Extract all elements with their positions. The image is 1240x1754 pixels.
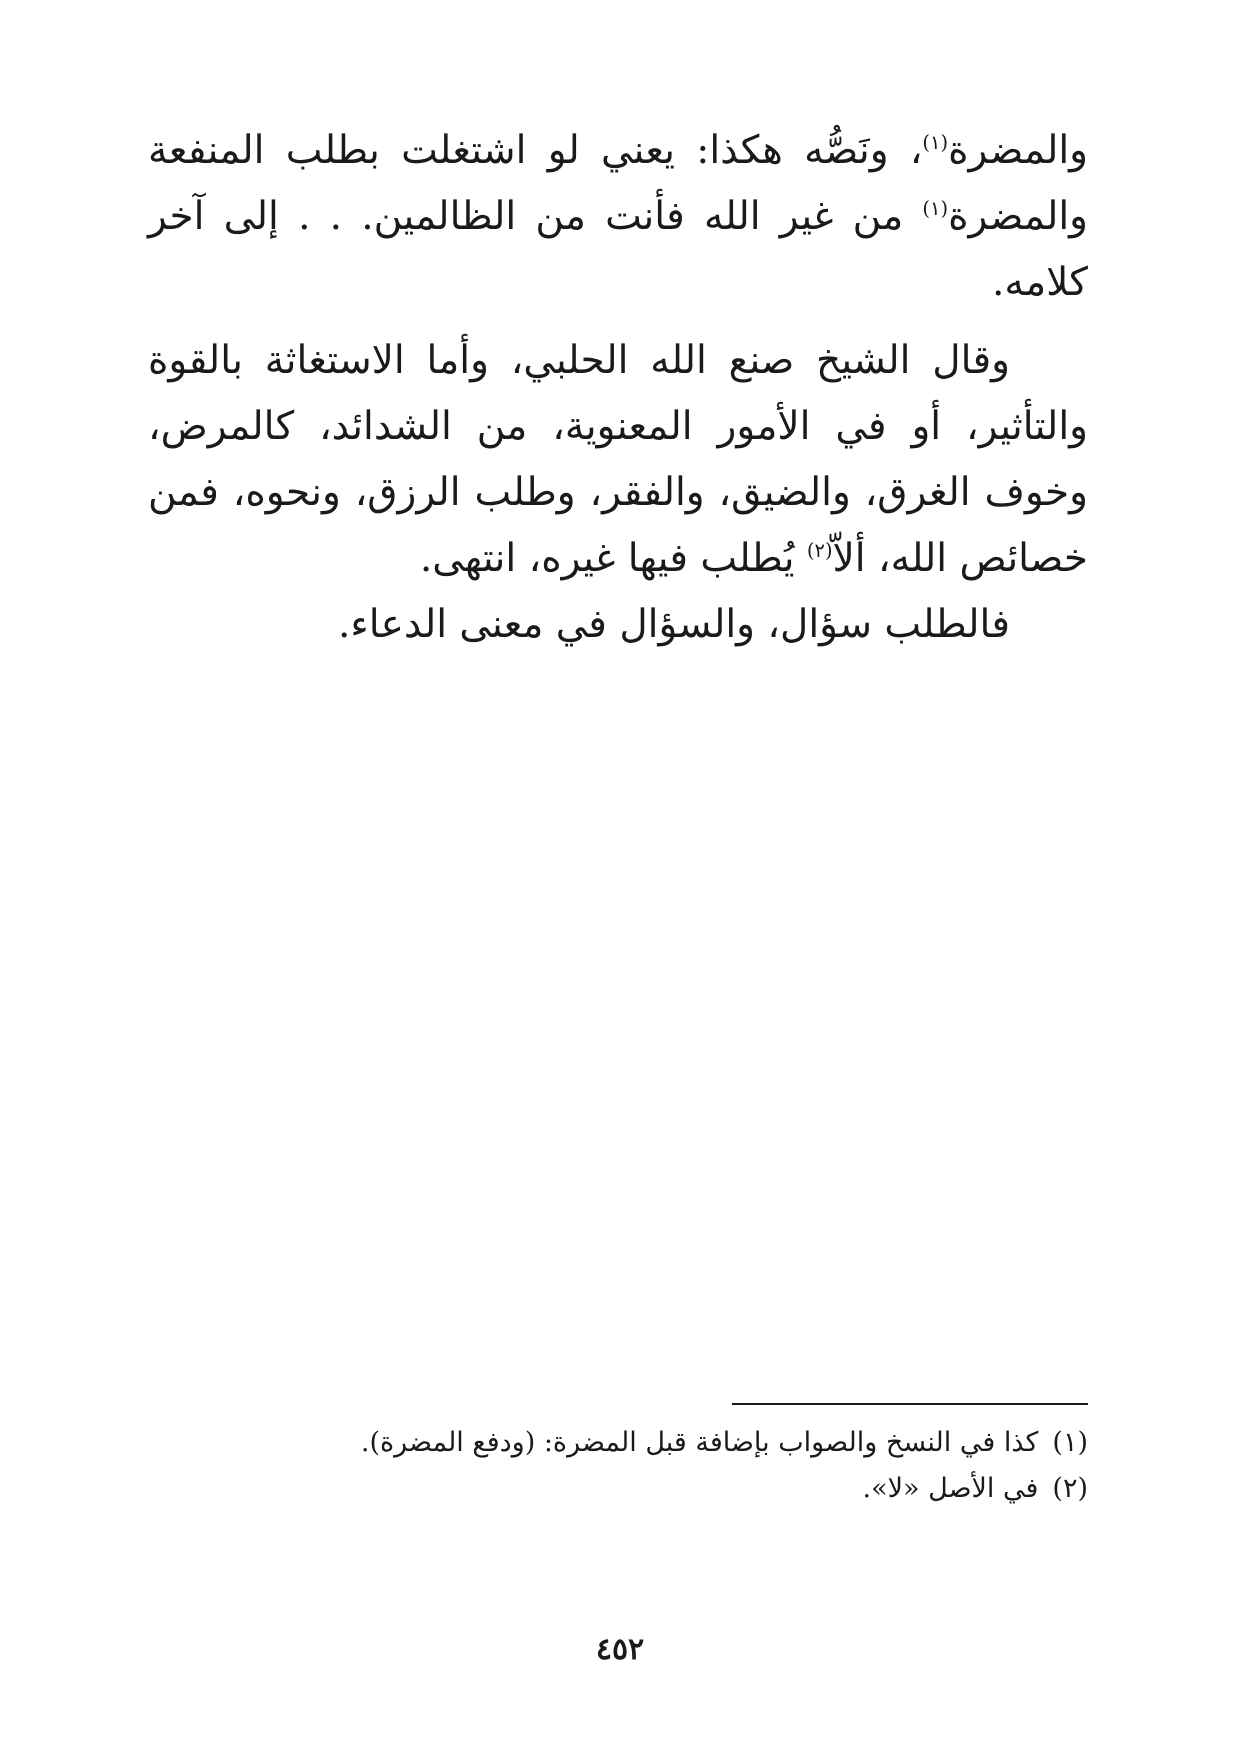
paragraph-1 xyxy=(148,118,1088,316)
footnote-ref-1[interactable]: (١) xyxy=(922,131,949,154)
text-run: وقال الشيخ صنع الله الحلبي، وأما الاستغاثة بالقوة والتأثير، أو في الأمور المعنوية، من الشدائد، كالمرض، وخوف الغرق، والضيق، والفقر، وطلب الرزق، ونحوه، فمن خصائص الله، ألاّ xyxy=(148,338,1088,581)
footnote-separator xyxy=(732,1403,1088,1405)
page-number: ٤٥٢ xyxy=(595,1632,645,1667)
text-run: والمضرة xyxy=(948,128,1088,173)
text-run: ، ونَصُّه هكذا: يعني لو اشتغلت بطلب المنفعة والمضرة xyxy=(148,128,1088,239)
footnote-2 xyxy=(148,1466,1088,1512)
footnote-text: كذا في النسخ والصواب بإضافة قبل المضرة: (ودفع المضرة). xyxy=(360,1427,1039,1458)
main-text xyxy=(148,118,1088,658)
footnote-number: (٢) xyxy=(1052,1473,1088,1504)
footnote-number: (١) xyxy=(1052,1427,1088,1458)
footnote-ref-1-second[interactable]: (١) xyxy=(922,197,949,220)
footnote-ref-2[interactable]: (٢) xyxy=(806,539,833,562)
footnote-text: في الأصل «لا». xyxy=(862,1473,1039,1504)
footnotes xyxy=(148,1420,1088,1512)
paragraph-2 xyxy=(148,328,1088,592)
text-run: يُطلب فيها غيره، انتهى. xyxy=(419,536,807,581)
paragraph-3: فالطلب سؤال، والسؤال في معنى الدعاء. xyxy=(337,602,1010,647)
text-run: من غير الله فأنت من الظالمين. . . إلى آخر كلامه. xyxy=(148,194,1088,305)
footnote-1 xyxy=(148,1420,1088,1466)
